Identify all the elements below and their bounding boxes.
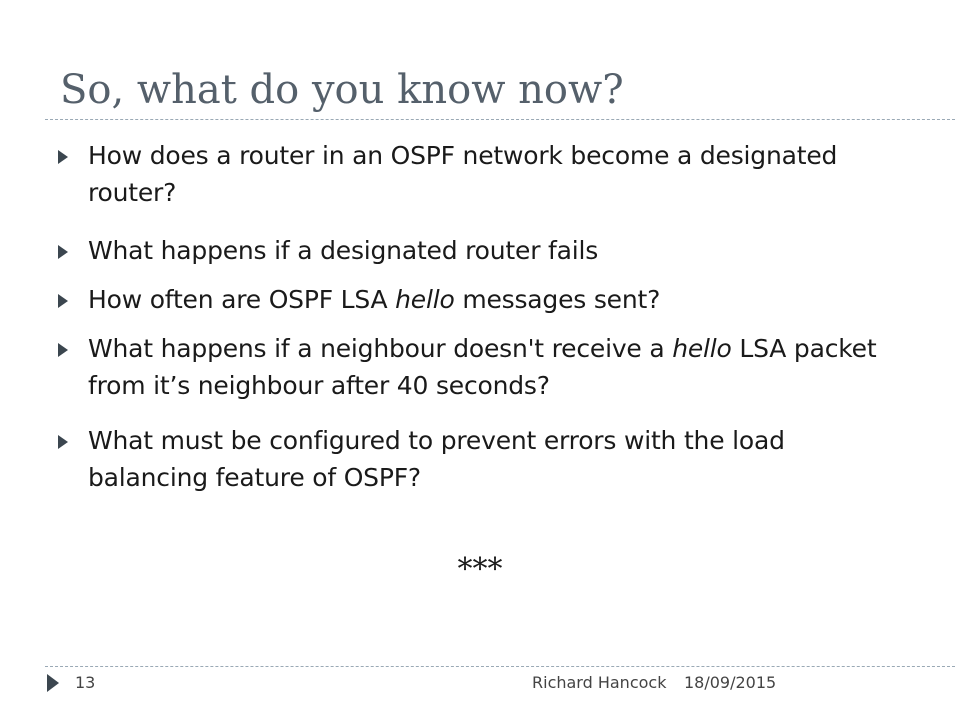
- triangle-right-icon: [58, 150, 68, 164]
- triangle-right-icon: [58, 435, 68, 449]
- triangle-right-icon: [58, 245, 68, 259]
- triangle-right-icon: [58, 294, 68, 308]
- footer-divider: [45, 666, 955, 667]
- footer-triangle-icon: [47, 674, 59, 692]
- slide-number: 13: [75, 673, 96, 692]
- bullet-item: [58, 330, 888, 404]
- slide-title: So, what do you know now?: [60, 67, 624, 113]
- separator-stars: ***: [457, 552, 503, 587]
- bullet-text: What happens if a designated router fails: [88, 236, 599, 265]
- triangle-right-icon: [58, 343, 68, 357]
- bullet-item: [58, 422, 888, 496]
- bullet-text: What happens if a neighbour doesn't receive a hello LSA packet from it’s neighbour after 40 seconds?: [88, 334, 877, 400]
- footer-author: Richard Hancock: [532, 673, 667, 692]
- bullet-text: How often are OSPF LSA hello messages sent?: [88, 285, 661, 314]
- bullet-text: What must be configured to prevent errors with the load balancing feature of OSPF?: [88, 426, 785, 492]
- bullet-item: [58, 232, 888, 269]
- bullet-text: How does a router in an OSPF network become a designated router?: [88, 141, 838, 207]
- bullet-item: [58, 281, 888, 318]
- bullet-item: [58, 137, 888, 211]
- footer-date: 18/09/2015: [684, 673, 777, 692]
